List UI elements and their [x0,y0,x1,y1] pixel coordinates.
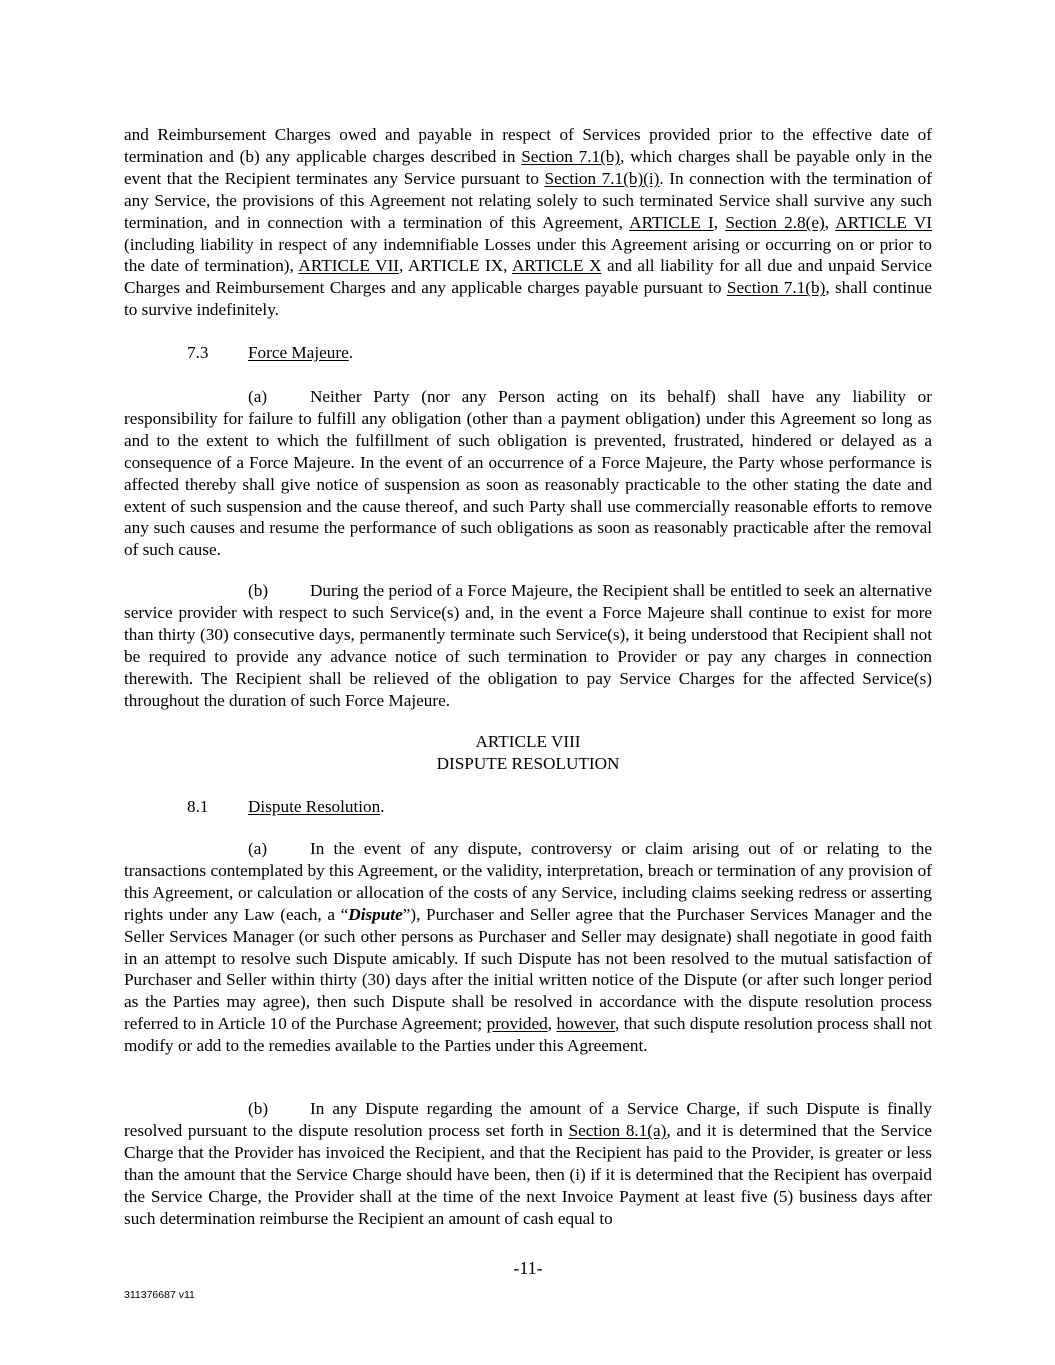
text: . In connection with the termination of any Service, the provisions of this Agreement not relating solely to such terminated Service shall survive any such termination, and in connection with a termination of this Agreement, [124,168,932,232]
section-reference-link[interactable]: Section 7.1(b) [521,146,621,166]
subsection-label: (b) [248,1099,269,1118]
emphasis-term: however [556,1014,615,1034]
section-reference-link[interactable]: Section 8.1(a) [568,1120,667,1140]
paragraph-8-1-a [124,838,932,1057]
article-reference-link[interactable]: ARTICLE X [512,256,602,276]
article-reference-link[interactable]: ARTICLE VII [298,256,400,276]
text: , [547,1014,557,1034]
document-id: 311376687 v11 [124,1289,195,1301]
defined-term: Dispute [348,904,403,924]
section-number: 8.1 [187,797,209,816]
text: ”), Purchaser and Seller agree that the Purchaser Services Manager and the Seller Services Manager (or such other persons as Purchaser and Seller may designate) shall negotiate in good faith in an attempt to resolve such Dispute amicably. If such Dispute has not been resolved to the mutual satisfaction of Purchaser and Seller within thirty (30) days after the initial written notice of the Dispute (or after such longer period as the Parties may agree), then such Dispute shall be resolved in accordance with the dispute resolution process referred to in Article 10 of the Purchase Agreement; [124,904,933,1034]
text: , [824,212,836,232]
paragraph-termination-survival [124,124,932,321]
section-title: Force Majeure [248,343,349,362]
paragraph-7-3-b [124,580,932,711]
article-reference-link[interactable]: ARTICLE VI [835,212,932,232]
text: In any Dispute regarding the amount of a Service Charge, if such Dispute is finally resolved pursuant to the dispute resolution process set forth in [124,1099,932,1140]
subsection-label: (b) [248,581,269,600]
text: (including liability in respect of any indemnifiable Losses under this Agreement arising or occurring on or prior to the date of termination), [124,234,932,276]
subsection-label: (a) [248,387,268,406]
page-number: -11- [513,1258,543,1278]
subsection-label: (a) [248,839,268,858]
article-number: ARTICLE VIII [475,732,581,751]
section-reference-link[interactable]: Section 7.1(b) [726,278,826,298]
section-title: Dispute Resolution [248,797,381,816]
paragraph-7-3-a [124,386,932,561]
section-title-period: . [348,343,353,362]
paragraph-8-1-b [124,1098,932,1229]
text: , which charges shall be payable only in the event that the Recipient terminates any Service pursuant to [124,146,932,188]
text: Neither Party (nor any Person acting on its behalf) shall have any liability or responsibility for failure to fulfill any obligation (other than a payment obligation) under this Agreement so long as and to the extent to which the fulfillment of such obligation is prevented, frustrated, hindered or delayed as a consequence of a Force Majeure. In the event of an occurrence of a Force Majeure, the Party whose performance is affected thereby shall give notice of suspension as soon as reasonably practicable to the other stating the date and extent of such suspension and the cause thereof, and such Party shall use commercially reasonable efforts to remove any such causes and resume the performance of such obligations as soon as reasonably practicable after the removal of such cause. [124,387,932,560]
text: , that such dispute resolution process shall not modify or add to the remedies available to the Parties under this Agreement. [124,1014,933,1056]
text: In the event of any dispute, controversy or claim arising out of or relating to the transactions contemplated by this Agreement, or the validity, interpretation, breach or termination of any provision of this Agreement, or calculation or allocation of the costs of any Service, including claims seeking redress or asserting rights under any Law (each, a “ [124,839,932,924]
text: , shall continue to survive indefinitely. [124,278,932,320]
section-reference-link[interactable]: Section 2.8(e) [725,212,825,232]
section-number: 7.3 [187,343,209,362]
text: During the period of a Force Majeure, the Recipient shall be entitled to seek an alternative service provider with respect to such Service(s) and, in the event a Force Majeure shall continue to exist for more than thirty (30) consecutive days, permanently terminate such Service(s), it being understood that Recipient shall not be required to provide any advance notice of such termination to Provider or pay any charges in connection therewith. The Recipient shall be relieved of the obligation to pay Service Charges for the affected Service(s) throughout the duration of such Force Majeure. [124,581,932,710]
text: , [713,212,726,232]
text: , ARTICLE IX, [399,256,513,276]
text: , and it is determined that the Service Charge that the Provider has invoiced the Recipient, and that the Recipient has paid to the Provider, is greater or less than the amount that the Service Charge should have been, then (i) if it is determined that the Recipient has overpaid the Service Charge, the Provider shall at the time of the next Invoice Payment at least five (5) business days after such determination reimburse the Recipient an amount of cash equal to [124,1120,932,1228]
text: and all liability for all due and unpaid Service Charges and Reimbursement Charges and any applicable charges payable pursuant to [124,256,932,298]
section-reference-link[interactable]: Section 7.1(b)(i) [544,168,660,188]
article-title: DISPUTE RESOLUTION [436,754,620,773]
section-title-period: . [380,797,385,816]
emphasis-term: provided [486,1014,548,1034]
article-reference-link[interactable]: ARTICLE I [629,212,714,232]
text: and Reimbursement Charges owed and payable in respect of Services provided prior to the effective date of termination and (b) any applicable charges described in [124,125,932,166]
